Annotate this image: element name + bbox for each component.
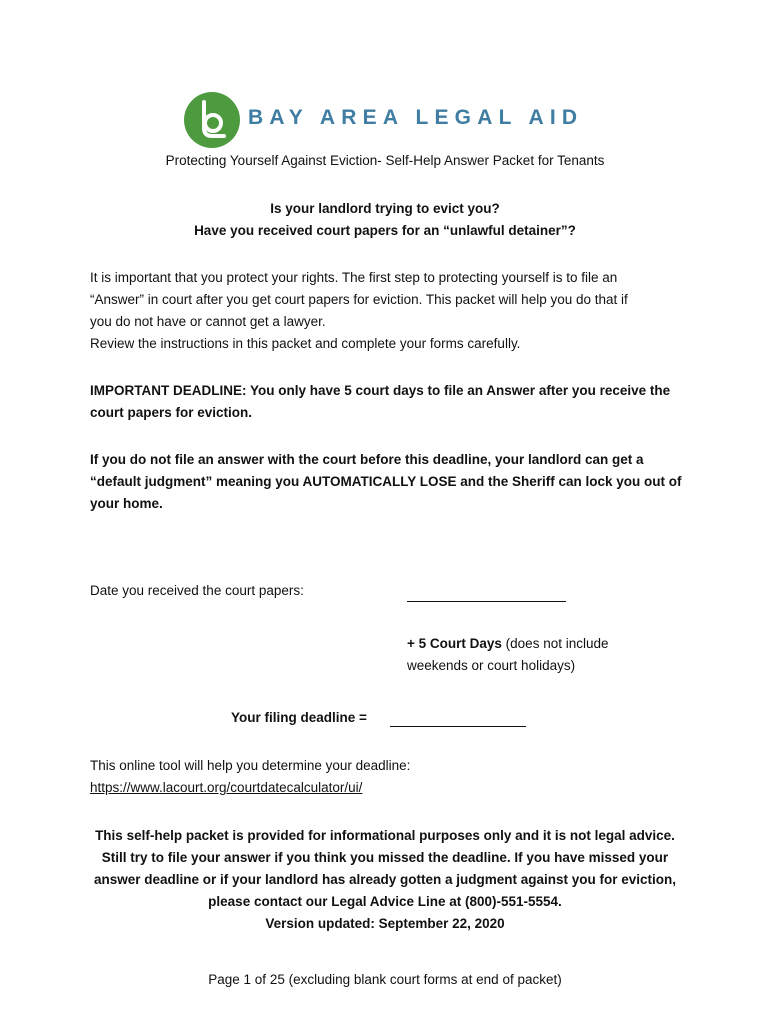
- question-1: Is your landlord trying to evict you?: [270, 201, 500, 216]
- disclaimer-line-3: answer deadline or if your landlord has already gotten a judgment against you for eviction,: [93, 872, 677, 887]
- plus-court-days-rest: (does not include: [501, 636, 609, 651]
- warning-line-2: “default judgment” meaning you AUTOMATICALLY LOSE and the Sheriff can lock you out of: [90, 474, 682, 489]
- filing-deadline-label: Your filing deadline =: [231, 710, 367, 725]
- version-updated: Version updated: September 22, 2020: [265, 916, 505, 931]
- document-subtitle: Protecting Yourself Against Eviction- Self-Help Answer Packet for Tenants: [165, 153, 605, 168]
- date-received-label: Date you received the court papers:: [90, 583, 304, 598]
- warning-line-1: If you do not file an answer with the court before this deadline, your landlord can get a: [90, 452, 644, 467]
- court-date-calculator-link[interactable]: https://www.lacourt.org/courtdatecalculator/ui/: [90, 780, 363, 795]
- intro-line-3: you do not have or cannot get a lawyer.: [90, 314, 326, 329]
- tool-description: This online tool will help you determine your deadline:: [90, 758, 411, 773]
- intro-paragraph: [90, 267, 690, 355]
- plus-court-days-bold: + 5 Court Days: [407, 636, 502, 651]
- bay-area-legal-aid-logo-icon: [184, 92, 240, 148]
- question-2: Have you received court papers for an “unlawful detainer”?: [194, 223, 576, 238]
- warning-line-3: your home.: [90, 496, 163, 511]
- intro-line-2: “Answer” in court after you get court papers for eviction. This packet will help you do that if: [90, 292, 628, 307]
- intro-line-4: Review the instructions in this packet and complete your forms carefully.: [90, 336, 521, 351]
- filing-deadline-blank[interactable]: [390, 726, 526, 727]
- disclaimer-line-1: This self-help packet is provided for informational purposes only and it is not legal advice.: [95, 828, 675, 843]
- disclaimer: [60, 825, 710, 935]
- important-deadline: [90, 380, 690, 424]
- disclaimer-line-2: Still try to file your answer if you think you missed the deadline. If you have missed your: [101, 850, 669, 865]
- deadline-line-1: IMPORTANT DEADLINE: You only have 5 court days to file an Answer after you receive the: [90, 383, 671, 398]
- disclaimer-line-4: please contact our Legal Advice Line at (800)-551-5554.: [208, 894, 562, 909]
- intro-line-1: It is important that you protect your rights. The first step to protecting yourself is to file an: [90, 270, 618, 285]
- page-footer: Page 1 of 25 (excluding blank court forms at end of packet): [208, 972, 562, 987]
- org-name: BAY AREA LEGAL AID: [248, 106, 584, 129]
- date-received-blank[interactable]: [407, 601, 566, 602]
- deadline-line-2: court papers for eviction.: [90, 405, 253, 420]
- default-judgment-warning: [90, 449, 690, 515]
- plus-court-days: [407, 633, 637, 677]
- plus-court-days-line-2: weekends or court holidays): [407, 658, 576, 673]
